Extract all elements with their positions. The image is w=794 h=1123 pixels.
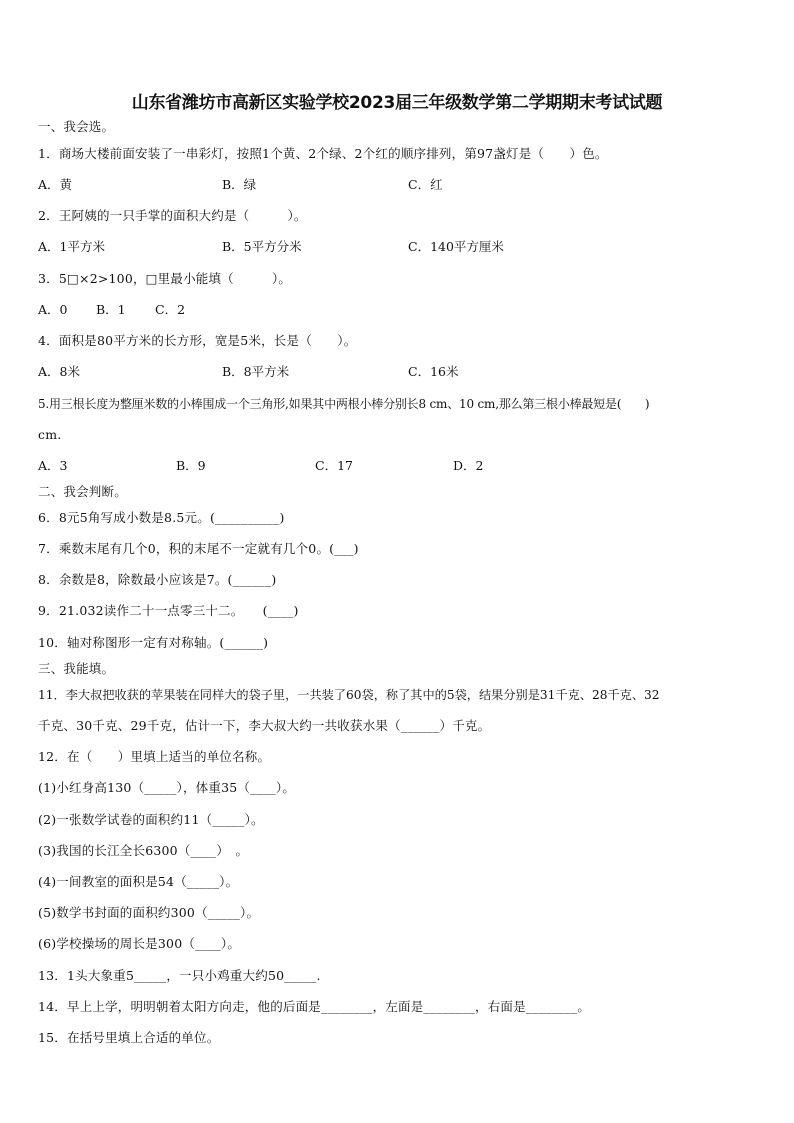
q4-option-b: B．8平方米: [222, 364, 290, 379]
question-12-part-5: (5)数学书封面的面积约300（_____）。: [38, 905, 260, 920]
section-heading-fill: 三、我能填。: [38, 661, 115, 676]
question-5-unit: cm.: [38, 427, 62, 442]
q4-option-a: A．8米: [38, 364, 80, 379]
question-4: 4．面积是80平方米的长方形，宽是5米，长是（ ）。: [38, 333, 357, 348]
q2-option-b: B．5平方分米: [222, 239, 302, 254]
question-15: 15．在括号里填上合适的单位。: [38, 1030, 220, 1045]
q1-option-c: C．红: [408, 177, 443, 192]
question-8: 8．余数是8，除数最小应该是7。(______): [38, 572, 277, 587]
question-2: 2．王阿姨的一只手掌的面积大约是（ ）。: [38, 208, 307, 223]
q5-option-c: C．17: [315, 458, 353, 473]
question-1: 1．商场大楼前面安装了一串彩灯，按照1个黄、2个绿、2个红的顺序排列，第97盏灯是（ ）色。: [38, 146, 608, 161]
q1-option-a: A．黄: [38, 177, 73, 192]
q3-option-c: C．2: [155, 302, 186, 317]
question-12-part-1: (1)小红身高130（_____），体重35（____）。: [38, 780, 296, 795]
q3-option-a: A．0: [38, 302, 68, 317]
question-11-line-1: 11．李大叔把收获的苹果装在同样大的袋子里，一共装了60袋，称了其中的5袋，结果分别是31千克、28千克、32: [38, 688, 660, 702]
question-9: 9．21.032读作二十一点零三十二。 (____): [38, 603, 299, 618]
question-5: 5.用三根长度为整厘米数的小棒围成一个三角形,如果其中两根小棒分别长8 cm、10 cm,那么第三根小棒最短是( ): [38, 397, 650, 411]
section-heading-choice: 一、我会选。: [38, 119, 115, 134]
question-12: 12．在（ ）里填上适当的单位名称。: [38, 749, 271, 764]
question-6: 6．8元5角写成小数是8.5元。(__________): [38, 510, 285, 525]
q3-option-b: B．1: [96, 302, 126, 317]
exam-title: 山东省潍坊市高新区实验学校2023届三年级数学第二学期期末考试试题: [131, 93, 663, 113]
question-3: 3．5□×2>100，□里最小能填（ ）。: [38, 271, 292, 286]
question-11-line-2: 千克、30千克、29千克，估计一下，李大叔大约一共收获水果（______）千克。: [38, 718, 491, 733]
question-12-part-4: (4)一间教室的面积是54（_____）。: [38, 874, 239, 889]
q5-option-b: B．9: [176, 458, 206, 473]
q5-option-d: D．2: [453, 458, 484, 473]
question-7: 7．乘数末尾有几个0，积的末尾不一定就有几个0。(___): [38, 541, 359, 556]
q2-option-c: C．140平方厘米: [408, 239, 504, 254]
question-12-part-2: (2)一张数学试卷的面积约11（_____）。: [38, 812, 264, 827]
q4-option-c: C．16米: [408, 364, 459, 379]
section-heading-judge: 二、我会判断。: [38, 484, 127, 499]
question-14: 14．早上上学，明明朝着太阳方向走，他的后面是________，左面是________，右面是________。: [38, 999, 591, 1014]
q5-option-a: A．3: [38, 458, 68, 473]
q1-option-b: B．绿: [222, 177, 257, 192]
question-12-part-6: (6)学校操场的周长是300（____）。: [38, 936, 241, 951]
question-12-part-3: (3)我国的长江全长6300（____） 。: [38, 843, 249, 858]
question-13: 13．1头大象重5_____，一只小鸡重大约50_____.: [38, 968, 321, 983]
question-10: 10．轴对称图形一定有对称轴。(______): [38, 635, 269, 650]
q2-option-a: A．1平方米: [38, 239, 105, 254]
